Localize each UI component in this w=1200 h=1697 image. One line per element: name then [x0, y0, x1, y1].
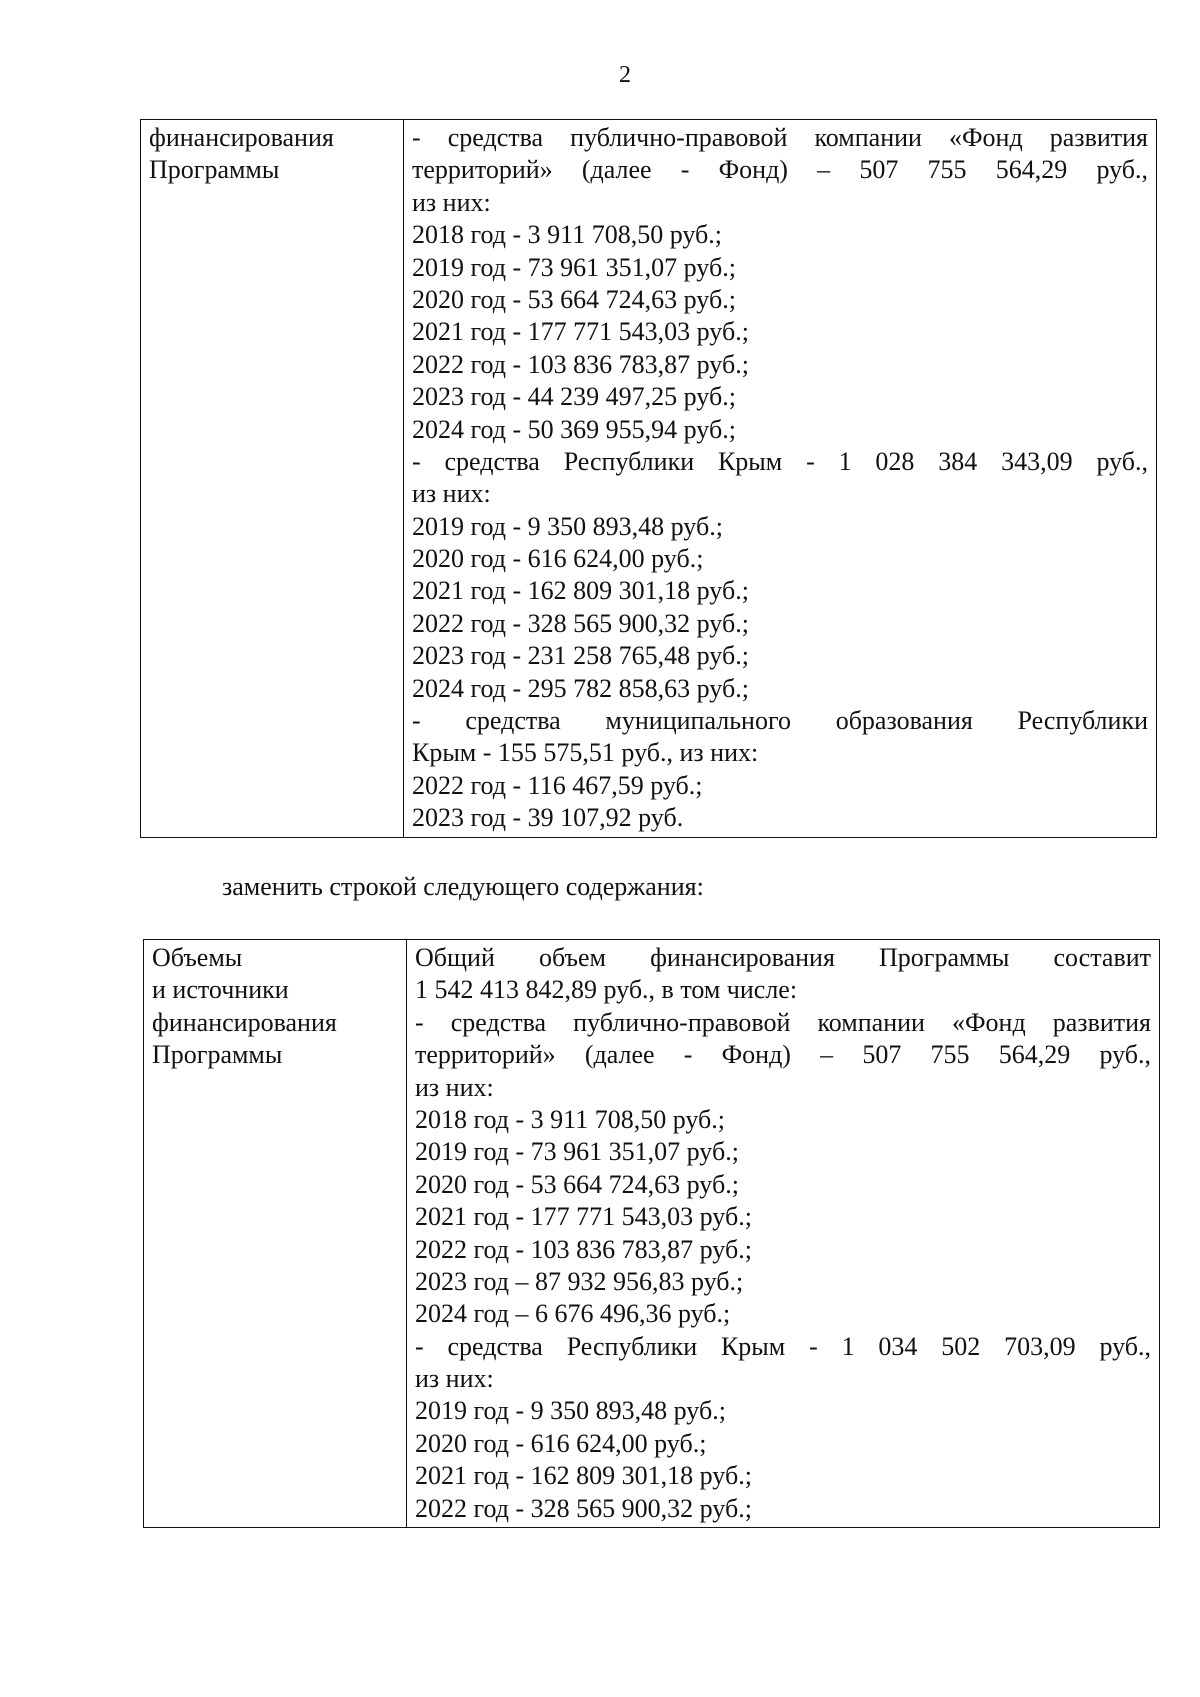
text-line: 2019 год - 9 350 893,48 руб.;	[412, 511, 723, 541]
text-line: 2023 год - 39 107,92 руб.	[412, 803, 684, 833]
text-line: 2019 год - 73 961 351,07 руб.;	[412, 252, 736, 282]
text-line: Крым - 155 575,51 руб., из них:	[412, 738, 759, 768]
text-line: из них:	[415, 1364, 494, 1394]
text-line: 1 542 413 842,89 руб., в том числе:	[415, 975, 798, 1005]
row-content-cell	[407, 940, 1160, 1528]
text-line: - средства Республики Крым - 1 034 502 703,09 руб.,	[415, 1331, 1151, 1361]
text-line: Программы	[149, 155, 280, 185]
text-line: 2024 год – 6 676 496,36 руб.;	[415, 1299, 731, 1329]
text-line: 2018 год - 3 911 708,50 руб.;	[415, 1104, 725, 1134]
text-line: 2021 год - 177 771 543,03 руб.;	[412, 317, 749, 347]
text-line: 2023 год - 231 258 765,48 руб.;	[412, 641, 749, 671]
text-line: финансирования	[149, 123, 334, 152]
text-line: 2023 год - 44 239 497,25 руб.;	[412, 382, 736, 412]
financing-table-new	[143, 939, 1160, 1528]
text-line: 2022 год - 103 836 783,87 руб.;	[412, 349, 749, 379]
text-line: из них:	[412, 479, 491, 509]
text-line: - средства Республики Крым - 1 028 384 343,09 руб.,	[412, 446, 1148, 476]
text-line: 2024 год - 295 782 858,63 руб.;	[412, 673, 749, 703]
text-line: из них:	[412, 187, 491, 217]
financing-table-old	[140, 119, 1157, 838]
text-line: 2021 год - 177 771 543,03 руб.;	[415, 1202, 752, 1232]
text-line: 2022 год - 103 836 783,87 руб.;	[415, 1234, 752, 1264]
text-line: - средства публично-правовой компании «Фонд развития	[415, 1007, 1151, 1037]
text-line: 2022 год - 328 565 900,32 руб.;	[415, 1493, 752, 1523]
row-content-cell	[404, 120, 1157, 838]
text-line: Общий объем финансирования Программы составит	[415, 943, 1151, 972]
table-row	[141, 120, 1157, 838]
text-line: Программы	[152, 1040, 283, 1070]
text-line: 2021 год - 162 809 301,18 руб.;	[412, 576, 749, 606]
text-line: 2020 год - 616 624,00 руб.;	[412, 544, 704, 574]
text-line: 2020 год - 616 624,00 руб.;	[415, 1428, 707, 1458]
row-label-cell	[141, 120, 404, 838]
text-line: из них:	[415, 1072, 494, 1102]
text-line: 2024 год - 50 369 955,94 руб.;	[412, 414, 736, 444]
text-line: 2023 год – 87 932 956,83 руб.;	[415, 1266, 744, 1296]
text-line: и источники	[152, 975, 289, 1005]
text-line: Объемы	[152, 943, 243, 972]
text-line: территорий» (далее - Фонд) – 507 755 564,29 руб.,	[415, 1040, 1151, 1070]
table-row	[144, 940, 1160, 1528]
text-line: 2020 год - 53 664 724,63 руб.;	[412, 284, 736, 314]
text-line: 2020 год - 53 664 724,63 руб.;	[415, 1169, 739, 1199]
text-line: финансирования	[152, 1007, 337, 1037]
page-number: 2	[619, 62, 631, 88]
text-line: 2022 год - 116 467,59 руб.;	[412, 770, 703, 800]
text-line: территорий» (далее - Фонд) – 507 755 564,29 руб.,	[412, 155, 1148, 185]
replacement-instruction: заменить строкой следующего содержания:	[222, 872, 704, 901]
text-line: 2022 год - 328 565 900,32 руб.;	[412, 608, 749, 638]
text-line: 2019 год - 9 350 893,48 руб.;	[415, 1396, 726, 1426]
row-label-cell	[144, 940, 407, 1528]
text-line: - средства муниципального образования Республики	[412, 706, 1148, 736]
text-line: 2019 год - 73 961 351,07 руб.;	[415, 1137, 739, 1167]
text-line: 2021 год - 162 809 301,18 руб.;	[415, 1461, 752, 1491]
text-line: 2018 год - 3 911 708,50 руб.;	[412, 220, 722, 250]
text-line: - средства публично-правовой компании «Фонд развития	[412, 123, 1148, 152]
